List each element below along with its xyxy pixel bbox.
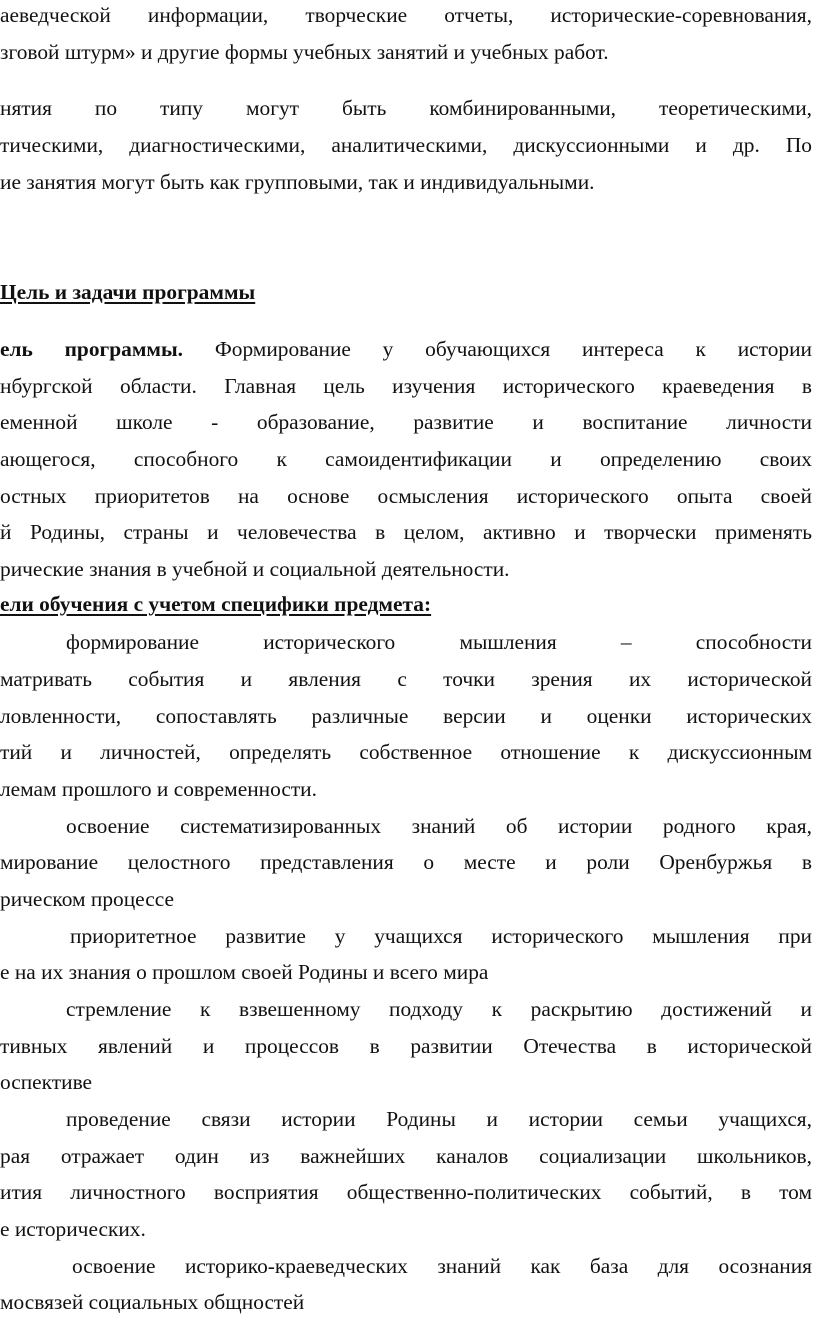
text-line: рическом процессе — [0, 887, 174, 911]
objective-item-5: проведение связи истории Родины и истории семьи учащихся, — [66, 1107, 812, 1131]
goal-label: ель программы. — [0, 337, 184, 361]
text-line: е исторических. — [0, 1217, 146, 1241]
text-line: ие занятия могут быть как групповыми, так и индивидуальными. — [0, 170, 595, 194]
goal-line-1: ель программы. Формирование у обучающихся интереса к истории — [0, 337, 812, 361]
objective-item-4: стремление к взвешенному подходу к раскрытию достижений и — [66, 997, 812, 1021]
text-line: тий и личностей, определять собственное отношение к дискуссионным — [0, 740, 812, 764]
text-line: тическими, диагностическими, аналитическими, дискуссионными и др. По — [0, 133, 812, 157]
text-line: еменной школе - образование, развитие и воспитание личности — [0, 410, 812, 434]
text-line: аеведческой информации, творческие отчеты, исторические-соревнования, — [0, 3, 812, 27]
text-line: матривать события и явления с точки зрения их исторической — [0, 667, 812, 691]
text-line: рая отражает один из важнейших каналов социализации школьников, — [0, 1144, 812, 1168]
text-line: ловленности, сопоставлять различные версии и оценки исторических — [0, 704, 812, 728]
objective-item-2: освоение систематизированных знаний об истории родного края, — [66, 814, 812, 838]
text-line: ающегося, способного к самоидентификации и определению своих — [0, 447, 812, 471]
text-line: остных приоритетов на основе осмысления исторического опыта своей — [0, 484, 812, 508]
text-line: лемам прошлого и современности. — [0, 777, 317, 801]
text-line: мирование целостного представления о месте и роли Оренбуржья в — [0, 850, 812, 874]
objectives-heading: ели обучения с учетом специфики предмета: — [0, 592, 432, 616]
section-heading: Цель и задачи программы — [0, 280, 256, 304]
objective-item-6: освоение историко-краеведческих знаний как база для осознания — [72, 1254, 812, 1278]
text-line: тивных явлений и процессов в развитии Отечества в исторической — [0, 1034, 812, 1058]
text-line: нятия по типу могут быть комбинированными, теоретическими, — [0, 96, 812, 120]
objective-item-3: приоритетное развитие у учащихся исторического мышления при — [70, 924, 812, 948]
text-line: е на их знания о прошлом своей Родины и всего мира — [0, 960, 489, 984]
text-line: ития личностного восприятия общественно-политических событий, в том — [0, 1180, 812, 1204]
text-line: зговой штурм» и другие формы учебных занятий и учебных работ. — [0, 40, 609, 64]
text-line: й Родины, страны и человечества в целом, активно и творчески применять — [0, 520, 812, 544]
text-line: рические знания в учебной и социальной деятельности. — [0, 557, 510, 581]
text-line: оспективе — [0, 1070, 93, 1094]
text-line: нбургской области. Главная цель изучения исторического краеведения в — [0, 374, 812, 398]
objective-item-1: формирование исторического мышления – способности — [66, 630, 812, 654]
text-line: мосвязей социальных общностей — [0, 1290, 305, 1314]
